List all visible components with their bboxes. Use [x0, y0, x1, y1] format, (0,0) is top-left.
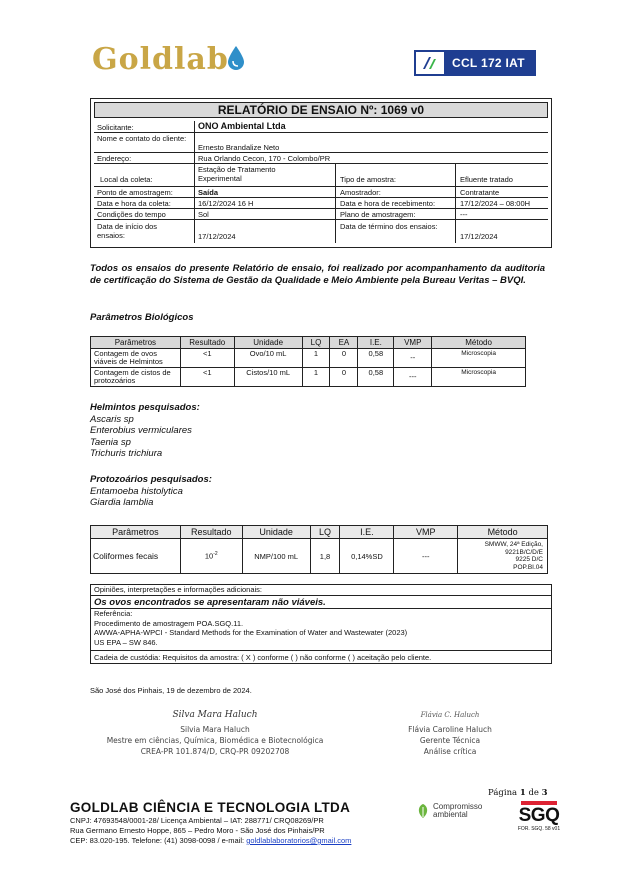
start-date-label: Data de início dos ensaios:	[97, 222, 158, 240]
col-header: I.E.	[358, 337, 394, 349]
bio-params-heading: Parâmetros Biológicos	[90, 312, 194, 323]
table-cell: 1	[302, 349, 330, 368]
page-total: 3	[541, 788, 548, 798]
table-row	[91, 349, 526, 368]
table-cell: Ovo/10 mL	[234, 349, 302, 368]
form-code: FOR. SGQ. 58 v01	[517, 826, 561, 832]
table-cell	[458, 539, 548, 574]
table-cell: --	[394, 349, 432, 368]
table-header-row	[91, 526, 548, 539]
reference-item: Procedimento de amostragem POA.SGQ.11.	[94, 618, 244, 628]
page-indicator	[488, 788, 548, 798]
helminths-heading: Helmintos pesquisados:	[90, 402, 200, 413]
client-contact-value: Ernesto Brandalize Neto	[198, 143, 280, 152]
page-current: 1	[519, 788, 526, 798]
environmental-commitment-badge	[416, 803, 482, 819]
col-header: VMP	[394, 337, 432, 349]
report-title: RELATÓRIO DE ENSAIO Nº: 1069 v0	[94, 102, 548, 118]
requester-label: Solicitante:	[97, 123, 134, 132]
custody-text: Requisitos da amostra: ( X ) conforme ( ) não conforme ( ) aceitação pelo cliente.	[162, 653, 432, 662]
sampling-plan-label: Plano de amostragem:	[340, 210, 416, 219]
col-header: Unidade	[234, 337, 302, 349]
opinions-box	[90, 584, 552, 664]
column-divider	[455, 164, 456, 243]
contact-text: CEP: 83.020-195. Telefone: (41) 3098-0098 / e-mail:	[70, 836, 247, 845]
sampler-label: Amostrador:	[340, 188, 381, 197]
start-date-value: 17/12/2024	[198, 232, 236, 241]
method-line: 9225 D/C	[515, 556, 543, 563]
col-header: Parâmetros	[91, 526, 181, 539]
collection-datetime-label: Data e hora da coleta:	[97, 199, 171, 208]
col-header: Método	[458, 526, 548, 539]
commitment-line: Compromisso	[433, 802, 483, 811]
custody-row	[91, 651, 551, 664]
collection-site-row	[94, 164, 548, 187]
end-date-value: 17/12/2024	[460, 232, 498, 241]
table-cell: 1	[302, 368, 330, 387]
sampling-plan-value: ---	[460, 210, 468, 219]
signer-name: Flávia Caroline Haluch	[408, 725, 492, 734]
weather-row	[94, 209, 548, 220]
list-item: Taenia sp	[90, 436, 131, 448]
table-cell: 0,58	[358, 349, 394, 368]
protozoa-list	[90, 474, 212, 509]
end-date-label: Data de término dos ensaios:	[340, 222, 438, 231]
table-cell: Cistos/10 mL	[234, 368, 302, 387]
list-item: Entamoeba histolytica	[90, 485, 183, 497]
test-dates-row	[94, 220, 548, 243]
logo-text: Goldlab	[92, 42, 229, 77]
signer-title: Mestre em ciências, Química, Biomédica e Biotecnológica	[106, 736, 324, 745]
col-header: VMP	[394, 526, 458, 539]
company-contact	[70, 836, 351, 846]
result-exponent: -2	[213, 551, 218, 558]
result-base: 10	[204, 551, 214, 561]
list-item: Ascaris sp	[90, 413, 134, 425]
table-header-row	[91, 337, 526, 349]
col-header: Parâmetros	[91, 337, 181, 349]
col-header: Método	[432, 337, 526, 349]
signer-registry: Análise crítica	[423, 747, 477, 756]
address-row	[94, 153, 548, 164]
company-address: Rua Germano Ernesto Hoppe, 865 – Pedro Moro - São José dos Pinhais/PR	[70, 826, 325, 835]
method-line: POP.BI.04	[513, 563, 543, 571]
accreditation-mark-icon	[416, 52, 444, 74]
col-header: Resultado	[180, 526, 242, 539]
coliforms-table	[90, 525, 548, 574]
col-header: LQ	[310, 526, 340, 539]
method-line: 9221B/C/D/E	[505, 548, 543, 556]
receipt-datetime-value: 17/12/2024 – 08:00H	[460, 199, 531, 208]
table-cell: ---	[394, 368, 432, 387]
table-cell: <1	[180, 349, 234, 368]
list-item: Enterobius vermiculares	[90, 425, 192, 436]
col-header: Resultado	[180, 337, 234, 349]
biological-params-table	[90, 336, 526, 387]
signer-title: Gerente Técnica	[419, 736, 481, 745]
col-header: EA	[330, 337, 358, 349]
collection-datetime-value: 16/12/2024 16 H	[198, 199, 254, 208]
weather-label: Condições do tempo	[97, 210, 166, 219]
signature-block	[370, 710, 530, 757]
table-row	[91, 539, 548, 574]
table-cell: Microscopia	[432, 368, 526, 387]
requester-value: ONO Ambiental Ltda	[198, 121, 286, 131]
table-cell: 0	[330, 349, 358, 368]
collection-datetime-row	[94, 198, 548, 209]
table-cell: Contagem de ovos viáveis de Helmintos	[91, 349, 181, 368]
collection-site-label: Local da coleta:	[100, 175, 153, 184]
table-cell: Contagem de cistos de protozoários	[91, 368, 181, 387]
place-date: São José dos Pinhais, 19 de dezembro de 2024.	[90, 686, 252, 695]
email-link[interactable]: goldlablaboratorios@gmail.com	[246, 836, 352, 845]
accreditation-code: CCL 172 IAT	[452, 56, 525, 70]
custody-label: Cadeia de custódia:	[94, 653, 161, 662]
reference-label: Referência:	[94, 609, 133, 618]
sgq-logo	[510, 801, 568, 832]
sampling-point-value: Saída	[198, 188, 219, 197]
list-item: Giardia lamblia	[90, 497, 154, 508]
sampling-point-row	[94, 187, 548, 198]
opinions-label: Opiniões, interpretações e informações adicionais:	[91, 585, 551, 596]
col-header: Unidade	[242, 526, 310, 539]
table-cell: Coliformes fecais	[91, 539, 181, 574]
weather-value: Sol	[198, 210, 209, 219]
references-block	[91, 609, 551, 651]
table-cell: 0	[330, 368, 358, 387]
column-divider	[194, 121, 195, 243]
company-details	[70, 816, 351, 846]
table-cell: ---	[394, 539, 458, 574]
receipt-datetime-label: Data e hora de recebimento:	[340, 199, 436, 208]
address-value: Rua Orlando Cecon, 170 - Colombo/PR	[198, 154, 331, 163]
method-line: SMWW, 24ª Edição,	[484, 541, 543, 548]
goldlab-logo	[92, 42, 245, 77]
report-header-box	[90, 98, 552, 248]
reference-item: AWWA-APHA-WPCI - Standard Methods for the Examination of Water and Wastewater (2023)	[94, 628, 408, 637]
table-row	[91, 368, 526, 387]
page-of: de	[528, 788, 539, 798]
table-cell: <1	[180, 368, 234, 387]
helminths-list	[90, 402, 200, 460]
col-header: LQ	[302, 337, 330, 349]
list-item: Trichuris trichiura	[90, 448, 163, 459]
column-divider	[335, 164, 336, 243]
reference-item: US EPA – SW 846.	[94, 637, 158, 647]
company-registration: CNPJ: 47693548/0001-28/ Licença Ambiental – IAT: 288771/ CRQ08269/PR	[70, 816, 324, 825]
sampler-value: Contratante	[460, 188, 500, 197]
table-cell: NMP/100 mL	[242, 539, 310, 574]
company-name: GOLDLAB CIÊNCIA E TECNOLOGIA LTDA	[70, 800, 351, 815]
sgq-text: SGQ	[518, 805, 560, 826]
col-header: I.E.	[340, 526, 394, 539]
leaf-icon	[416, 803, 430, 819]
client-contact-row	[94, 133, 548, 153]
signer-name: Silvia Mara Haluch	[180, 725, 250, 734]
handwritten-signature: Silva Mara Haluch	[172, 710, 258, 720]
sample-type-label: Tipo de amostra:	[340, 175, 396, 184]
table-cell: Microscopia	[432, 349, 526, 368]
protozoa-heading: Protozoários pesquisados:	[90, 474, 212, 485]
table-cell	[180, 539, 242, 574]
table-cell: 1,8	[310, 539, 340, 574]
handwritten-signature: Flávia C. Haluch	[420, 711, 480, 719]
table-cell: 0,58	[358, 368, 394, 387]
page-label: Página	[488, 788, 518, 798]
sample-type-value: Efluente tratado	[460, 175, 513, 184]
accreditation-badge	[414, 50, 536, 76]
opinions-text: Os ovos encontrados se apresentaram não viáveis.	[91, 596, 551, 609]
commitment-line: ambiental	[433, 810, 468, 819]
requester-row	[94, 121, 548, 133]
table-cell: 0,14%SD	[340, 539, 394, 574]
sampling-point-label: Ponto de amostragem:	[97, 188, 173, 197]
address-label: Endereço:	[97, 154, 132, 163]
collection-site-value: Estação de Tratamento Experimental	[198, 165, 276, 183]
client-contact-label: Nome e contato do cliente:	[97, 134, 187, 143]
certification-statement: Todos os ensaios do presente Relatório de ensaio, foi realizado por acompanhamento da auditoria de certificação do Sistema de Gestão da Qualidade e Meio Ambiente pela Bureau Veritas – BVQI.	[90, 263, 545, 286]
signer-registry: CREA-PR 101.874/D, CRQ-PR 09202708	[140, 747, 290, 756]
signature-block	[100, 710, 330, 757]
water-drop-icon	[227, 45, 245, 71]
